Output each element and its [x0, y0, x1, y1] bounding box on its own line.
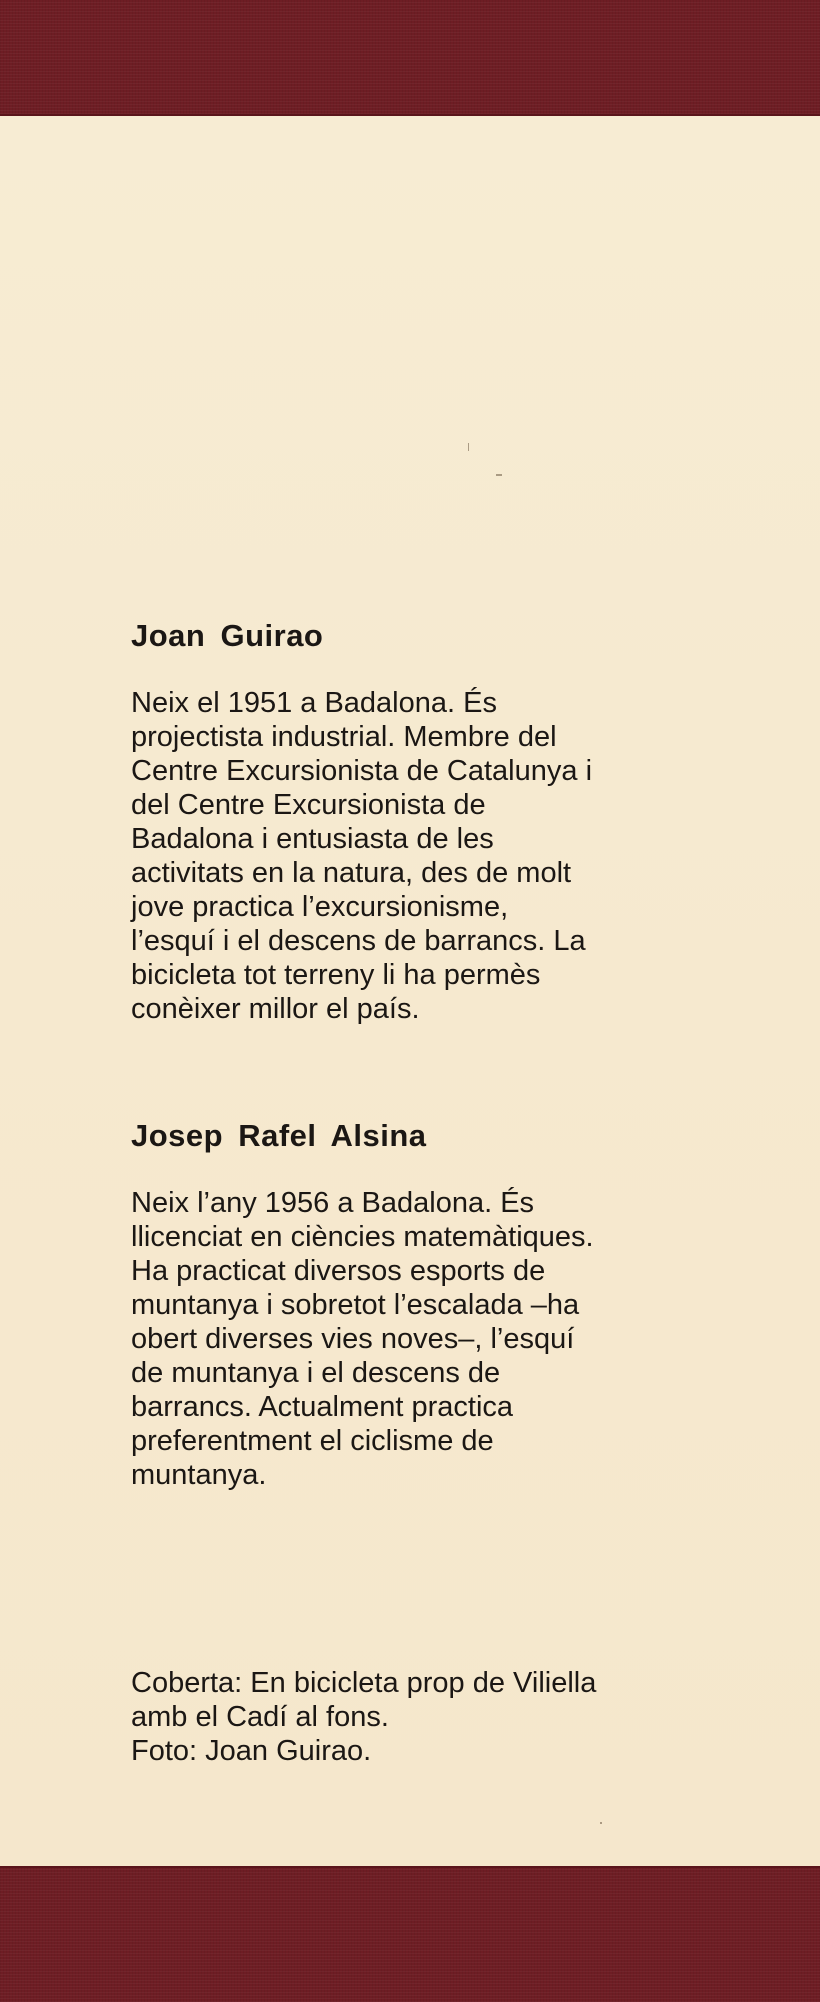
author-bio-josep-rafel-alsina [131, 1118, 731, 1492]
cover-photo-credits: Coberta: En bicicleta prop de Viliella amb el Cadí al fons. Foto: Joan Guirao. [131, 1667, 597, 1767]
paper-speck [468, 443, 469, 451]
author-name: Josep Rafel Alsina [131, 1118, 427, 1153]
bottom-border-band [0, 1866, 820, 2002]
author-name: Joan Guirao [131, 618, 324, 653]
top-border-band [0, 0, 820, 116]
paper-speck [600, 1822, 602, 1824]
author-biography: Neix l’any 1956 a Badalona. És llicenciat en ciències matemàtiques. Ha practicat diversos esports de muntanya i sobretot l’escalada –ha obert diverses vies noves–, l’esquí de muntanya i el descens de barrancs. Actualment practica preferentment el ciclisme de muntanya. [131, 1187, 594, 1491]
paper-speck [496, 474, 502, 476]
author-bio-joan-guirao [131, 618, 731, 1026]
author-biography: Neix el 1951 a Badalona. És projectista industrial. Membre del Centre Excursionista de Catalunya i del Centre Excursionista de Badalona i entusiasta de les activitats en la natura, des de molt jove practica l’excursionisme, l’esquí i el descens de barrancs. La bicicleta tot terreny li ha permès conèixer millor el país. [131, 687, 593, 1025]
